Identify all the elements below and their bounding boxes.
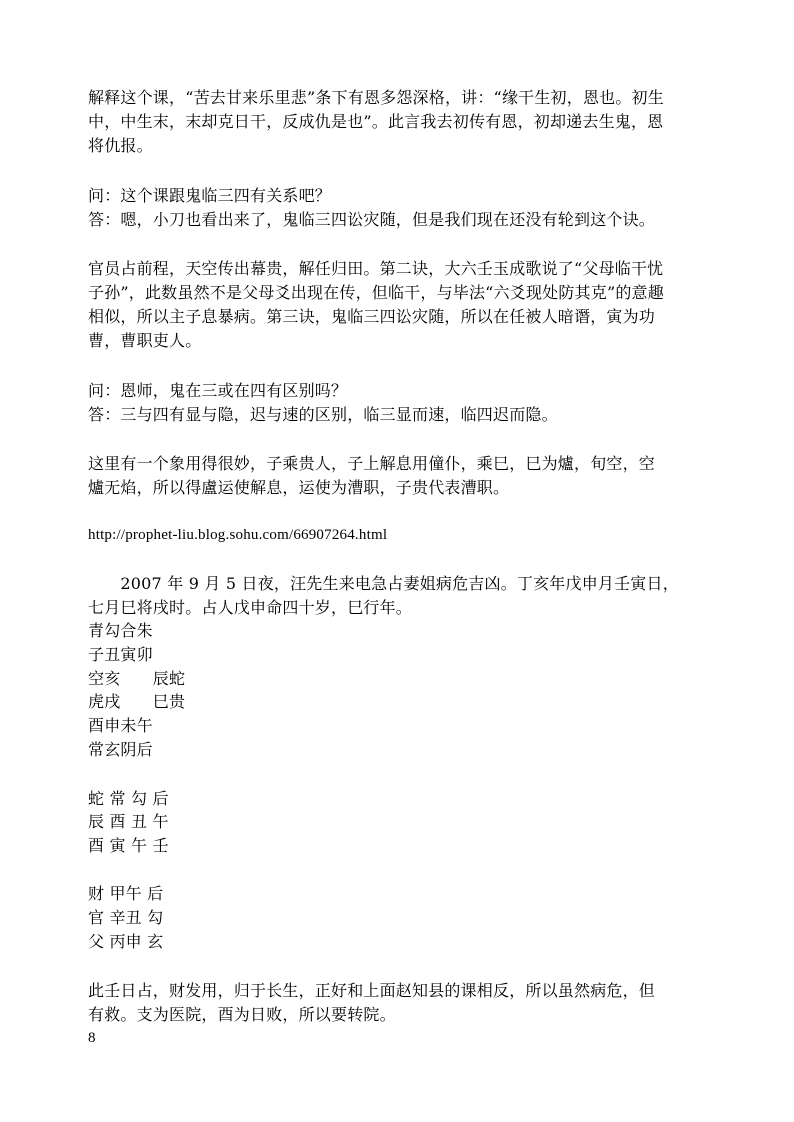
paragraph-line: 将仇报。 bbox=[88, 136, 153, 155]
paragraph-line: 解释这个课，“苦去甘来乐里悲”条下有恩多怨深格，讲：“缘干生初，恩也。初生 bbox=[88, 88, 664, 107]
paragraph-line: 有救。支为医院，酉为日败，所以要转院。 bbox=[88, 1005, 396, 1024]
lesson-line: 蛇 常 勾 后 bbox=[88, 789, 169, 808]
paragraph-line: 子孙”，此数虽然不是父母爻出现在传，但临干，与毕法“六爻现处防其克”的意趣 bbox=[88, 283, 664, 302]
paragraph-line: 此壬日占，财发用，归于长生，正好和上面赵知县的课相反，所以虽然病危，但 bbox=[88, 981, 656, 1000]
answer-line: 答：三与四有显与隐，迟与速的区别，临三显而速，临四迟而隐。 bbox=[88, 405, 558, 424]
paragraph-line: 曹，曹职吏人。 bbox=[88, 331, 202, 350]
page-number: 8 bbox=[88, 1030, 96, 1046]
answer-line: 答：嗯，小刀也看出来了，鬼临三四讼灾随，但是我们现在还没有轮到这个诀。 bbox=[88, 210, 656, 229]
question-line: 问：这个课跟鬼临三四有关系吧？ bbox=[88, 186, 332, 205]
transmission-line: 父 丙申 玄 bbox=[88, 932, 164, 951]
plate-line: 常玄阴后 bbox=[88, 740, 153, 759]
paragraph-line: 官员占前程，天空传出幕贵，解任归田。第二诀，大六壬玉成歌说了“父母临干忧 bbox=[88, 259, 664, 278]
plate-line: 空亥 辰蛇 bbox=[88, 669, 186, 688]
paragraph-line: 中，中生末，末却克日干，反成仇是也”。此言我去初传有恩，初却递去生鬼，恩 bbox=[88, 112, 664, 131]
question-line: 问：恩师，鬼在三或在四有区别吗？ bbox=[88, 381, 348, 400]
source-link[interactable]: http://prophet-liu.blog.sohu.com/66907264.html bbox=[88, 527, 388, 543]
transmission-line: 官 辛丑 勾 bbox=[88, 908, 164, 927]
transmission-line: 财 甲午 后 bbox=[88, 884, 164, 903]
paragraph-line: 相似，所以主子息暴病。第三诀，鬼临三四讼灾随，所以在任被人暗谮，寅为功 bbox=[88, 307, 656, 326]
plate-line: 虎戌 巳贵 bbox=[88, 692, 186, 711]
lesson-line: 辰 酉 丑 午 bbox=[88, 812, 169, 831]
plate-line: 酉申未午 bbox=[88, 716, 153, 735]
case-line: 七月巳将戌时。占人戊申命四十岁，巳行年。 bbox=[88, 598, 413, 617]
paragraph-line: 爐无焰，所以得盧运使解息，运使为漕职，子贵代表漕职。 bbox=[88, 478, 510, 497]
paragraph-line: 这里有一个象用得很妙，子乘贵人，子上解息用僮仆，乘巳，巳为爐，旬空，空 bbox=[88, 454, 656, 473]
lesson-line: 酉 寅 午 壬 bbox=[88, 836, 169, 855]
plate-line: 子丑寅卯 bbox=[88, 645, 153, 664]
case-line: 2007 年 9 月 5 日夜，汪先生来电急占妻姐病危吉凶。丁亥年戊申月壬寅日， bbox=[88, 574, 679, 593]
plate-line: 青勾合朱 bbox=[88, 621, 153, 640]
